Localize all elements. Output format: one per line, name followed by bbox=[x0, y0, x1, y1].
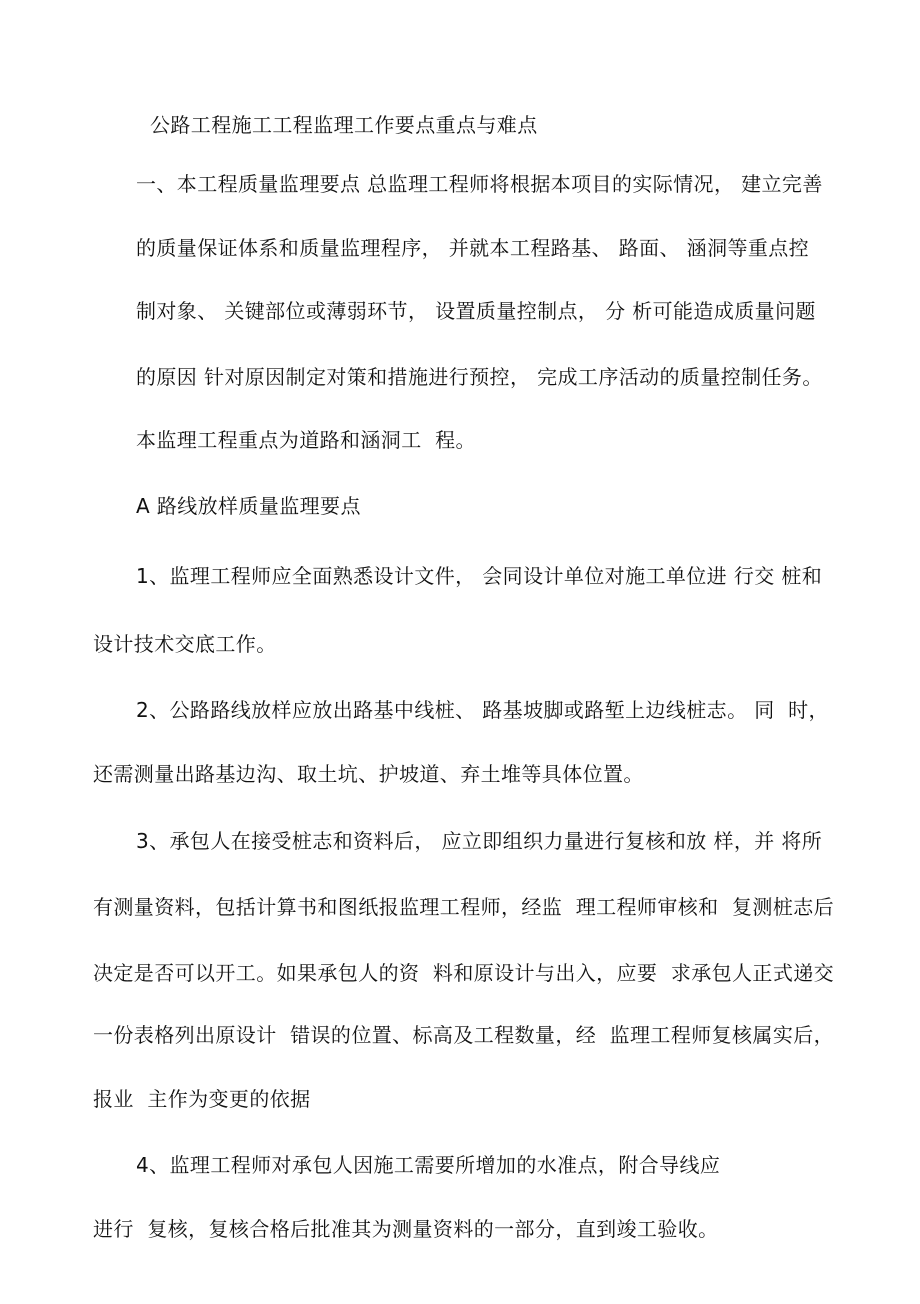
paragraph-line: 4、监理工程师对承包人因施工需要所增加的水准点，附合导线应 bbox=[136, 1153, 721, 1177]
paragraph-line: 有测量资料，包括计算书和图纸报监理工程师，经监 理工程师审核和 复测桩志后 bbox=[93, 895, 835, 919]
paragraph-line: 的原因 针对原因制定对策和措施进行预控， 完成工序活动的质量控制任务。 bbox=[136, 365, 823, 389]
paragraph-line: 3、承包人在接受桩志和资料后， 应立即组织力量进行复核和放 样，并 将所 bbox=[136, 829, 823, 853]
paragraph-line: 2、公路路线放样应放出路基中线桩、 路基坡脚或路堑上边线桩志。 同 时， bbox=[136, 698, 829, 722]
document-title: 公路工程施工工程监理工作要点重点与难点 bbox=[150, 113, 538, 137]
paragraph-line: 设计技术交底工作。 bbox=[93, 632, 277, 656]
paragraph-line: 制对象、 关键部位或薄弱环节， 设置质量控制点， 分 析可能造成质量问题 bbox=[136, 299, 816, 323]
section-heading: A 路线放样质量监理要点 bbox=[136, 494, 361, 518]
paragraph-line: 一份表格列出原设计 错误的位置、标高及工程数量，经 监理工程师复核属实后， bbox=[93, 1023, 835, 1047]
paragraph-line: 还需测量出路基边沟、取土坑、护坡道、弃土堆等具体位置。 bbox=[93, 762, 644, 786]
paragraph-line: 决定是否可以开工。如果承包人的资 料和原设计与出入，应要 求承包人正式递交 bbox=[93, 961, 835, 985]
paragraph-line: 本监理工程重点为道路和涵洞工 程。 bbox=[136, 428, 476, 452]
paragraph-line: 的质量保证体系和质量监理程序， 并就本工程路基、 路面、 涵洞等重点控 bbox=[136, 236, 810, 260]
paragraph-line: 进行 复核，复核合格后批准其为测量资料的一部分，直到竣工验收。 bbox=[93, 1217, 719, 1241]
paragraph-line: 1、监理工程师应全面熟悉设计文件， 会同设计单位对施工单位进 行交 桩和 bbox=[136, 564, 823, 588]
paragraph-line: 一、本工程质量监理要点 总监理工程师将根据本项目的实际情况， 建立完善 bbox=[136, 172, 823, 196]
paragraph-line: 报业 主作为变更的依据 bbox=[93, 1087, 311, 1111]
